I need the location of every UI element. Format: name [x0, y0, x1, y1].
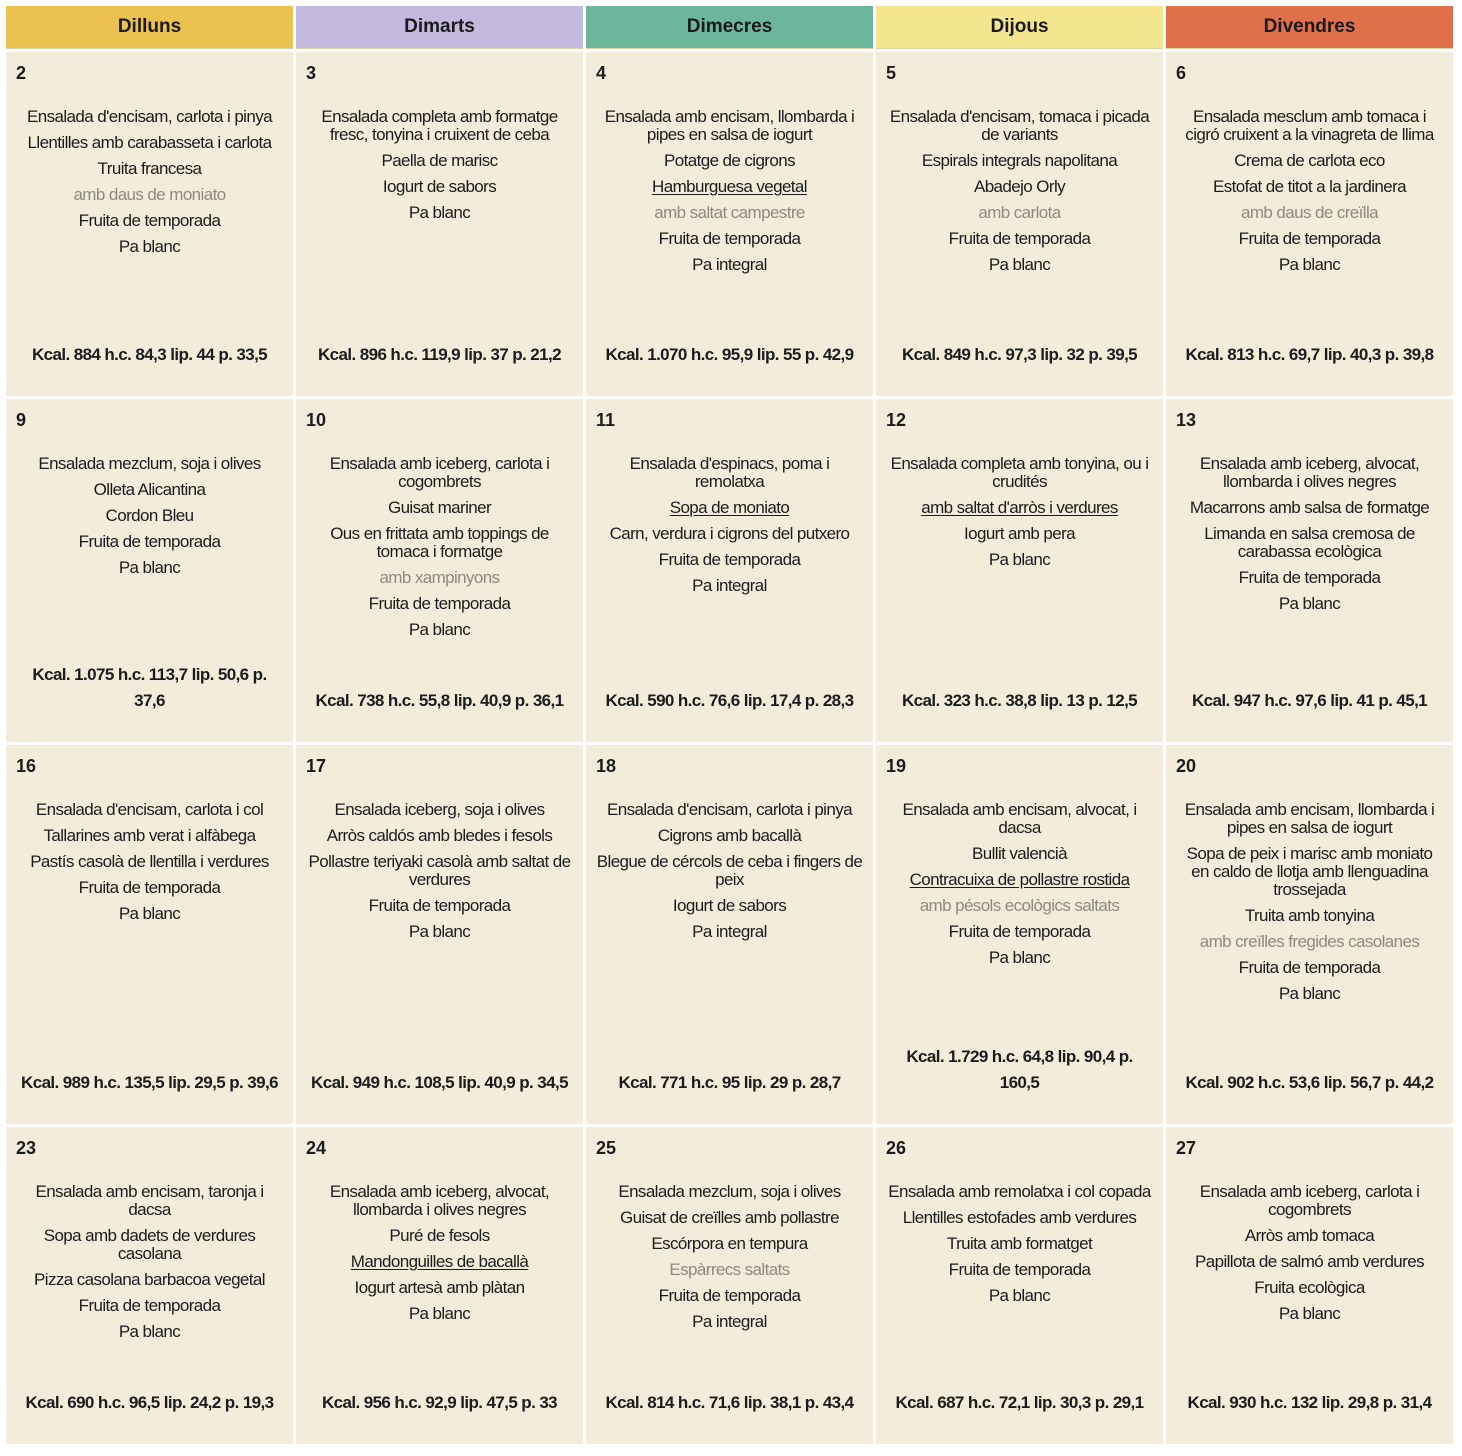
day-header-dimarts: Dimarts — [296, 6, 583, 49]
nutrition-summary: Kcal. 690 h.c. 96,5 lip. 24,2 p. 19,3 — [25, 1393, 274, 1412]
menu-dish: Cordon Bleu — [105, 506, 194, 525]
menu-dish: Ensalada amb iceberg, carlota i cogombrets — [1199, 1182, 1420, 1219]
menu-dish: amb saltat d'arròs i verdures — [921, 498, 1118, 517]
day-number: 24 — [306, 1138, 327, 1158]
menu-dish: Fruita de temporada — [1238, 958, 1381, 977]
menu-side-dish: amb daus de moniato — [73, 185, 226, 204]
menu-items — [1176, 108, 1443, 274]
menu-dish: Sopa amb dadets de verdures casolana — [43, 1226, 256, 1263]
menu-dish: Guisat mariner — [387, 498, 492, 517]
menu-dish: Fruita de temporada — [948, 1260, 1091, 1279]
day-number: 5 — [886, 63, 897, 83]
menu-dish: Pollastre teriyaki casolà amb saltat de verdures — [308, 852, 571, 889]
menu-dish: Pa integral — [692, 576, 767, 595]
menu-dish: Iogurt de sabors — [382, 177, 497, 196]
menu-dish: Fruita de temporada — [948, 922, 1091, 941]
menu-dish: Truita amb tonyina — [1244, 906, 1375, 925]
day-number: 18 — [596, 756, 617, 776]
menu-dish: Ensalada d'encisam, carlota i pinya — [27, 107, 272, 126]
menu-dish: Pa blanc — [1278, 594, 1341, 613]
day-number: 4 — [596, 63, 607, 83]
day-number: 23 — [16, 1138, 37, 1158]
menu-dish: Pizza casolana barbacoa vegetal — [34, 1270, 265, 1289]
menu-dish: Pa blanc — [118, 904, 181, 923]
menu-dish: Fruita de temporada — [78, 1296, 221, 1315]
menu-items — [16, 455, 283, 577]
day-number: 20 — [1176, 756, 1197, 776]
menu-items — [1176, 801, 1443, 1003]
menu-dish: Pa blanc — [1278, 984, 1341, 1003]
menu-dish: Fruita de temporada — [78, 211, 221, 230]
nutrition-summary: Kcal. 1.070 h.c. 95,9 lip. 55 p. 42,9 — [605, 345, 854, 364]
day-cell — [876, 1127, 1163, 1444]
day-header-divendres: Divendres — [1166, 6, 1453, 49]
nutrition-summary: Kcal. 884 h.c. 84,3 lip. 44 p. 33,5 — [31, 345, 268, 364]
day-cell — [876, 745, 1163, 1124]
day-cell — [1166, 399, 1453, 742]
menu-items — [16, 108, 283, 256]
day-number: 13 — [1176, 410, 1197, 430]
menu-dish: Fruita de temporada — [78, 878, 221, 897]
day-cell — [6, 1127, 293, 1444]
menu-dish: Tallarines amb verat i alfàbega — [43, 826, 256, 845]
menu-dish: Bullit valencià — [972, 844, 1067, 863]
menu-dish: Ensalada completa amb tonyina, ou i crudités — [890, 454, 1149, 491]
nutrition-summary: Kcal. 989 h.c. 135,5 lip. 29,5 p. 39,6 — [21, 1073, 278, 1092]
menu-dish: Cigrons amb bacallà — [657, 826, 802, 845]
day-cell — [6, 745, 293, 1124]
menu-side-dish: amb saltat campestre — [654, 203, 805, 222]
day-number: 25 — [596, 1138, 617, 1158]
menu-dish: Llentilles estofades amb verdures — [902, 1208, 1137, 1227]
menu-dish: Ensalada d'encisam, tomaca i picada de variants — [889, 107, 1150, 144]
day-cell — [296, 1127, 583, 1444]
menu-dish: Ensalada iceberg, soja i olives — [334, 800, 545, 819]
menu-dish: Potatge de cigrons — [664, 151, 795, 170]
menu-dish: Fruita de temporada — [1238, 568, 1381, 587]
nutrition-summary: Kcal. 814 h.c. 71,6 lip. 38,1 p. 43,4 — [605, 1393, 854, 1412]
menu-dish: Guisat de creïlles amb pollastre — [620, 1208, 839, 1227]
day-cell — [1166, 52, 1453, 396]
menu-items — [596, 1183, 863, 1331]
menu-dish: Pa blanc — [408, 1304, 471, 1323]
menu-dish: Arròs amb tomaca — [1244, 1226, 1375, 1245]
nutrition-summary: Kcal. 687 h.c. 72,1 lip. 30,3 p. 29,1 — [895, 1393, 1144, 1412]
menu-dish: Pa blanc — [118, 1322, 181, 1341]
menu-dish: Ous en frittata amb toppings de tomaca i formatge — [330, 524, 549, 561]
menu-side-dish: amb carlota — [978, 203, 1061, 222]
menu-items — [1176, 455, 1443, 613]
menu-items — [886, 455, 1153, 569]
day-header-dilluns: Dilluns — [6, 6, 293, 49]
menu-dish: Pa blanc — [988, 550, 1051, 569]
menu-items — [596, 455, 863, 595]
menu-dish: Ensalada completa amb formatge fresc, tonyina i cruixent de ceba — [321, 107, 558, 144]
menu-dish: Ensalada d'espinacs, poma i remolatxa — [629, 454, 830, 491]
nutrition-summary: Kcal. 738 h.c. 55,8 lip. 40,9 p. 36,1 — [315, 691, 564, 710]
menu-dish: Arròs caldós amb bledes i fesols — [326, 826, 553, 845]
day-cell — [586, 399, 873, 742]
menu-dish: Hamburguesa vegetal — [652, 177, 807, 196]
menu-dish: Macarrons amb salsa de formatge — [1189, 498, 1430, 517]
menu-calendar-grid — [6, 6, 1454, 1444]
menu-dish: Escórpora en tempura — [651, 1234, 808, 1253]
menu-dish: Fruita de temporada — [658, 550, 801, 569]
menu-items — [306, 108, 573, 222]
menu-dish: Pa blanc — [408, 203, 471, 222]
nutrition-summary: Kcal. 849 h.c. 97,3 lip. 32 p. 39,5 — [901, 345, 1138, 364]
day-cell — [876, 52, 1163, 396]
day-number: 3 — [306, 63, 317, 83]
menu-side-dish: amb xampinyons — [379, 568, 500, 587]
nutrition-summary: Kcal. 1.729 h.c. 64,8 lip. 90,4 p. 160,5 — [906, 1047, 1133, 1092]
menu-dish: Ensalada amb iceberg, carlota i cogombrets — [329, 454, 550, 491]
menu-dish: Ensalada amb iceberg, alvocat, llombarda i olives negres — [1199, 454, 1420, 491]
menu-items — [16, 1183, 283, 1341]
day-cell — [586, 1127, 873, 1444]
menu-dish: Blegue de cércols de ceba i fingers de peix — [596, 852, 863, 889]
menu-dish: Llentilles amb carabasseta i carlota — [27, 133, 272, 152]
menu-items — [306, 1183, 573, 1323]
day-number: 17 — [306, 756, 327, 776]
menu-dish: Pa blanc — [118, 558, 181, 577]
menu-dish: Pa blanc — [408, 620, 471, 639]
nutrition-summary: Kcal. 896 h.c. 119,9 lip. 37 p. 21,2 — [317, 345, 561, 364]
menu-dish: Paella de marisc — [381, 151, 498, 170]
menu-dish: Fruita de temporada — [658, 229, 801, 248]
menu-dish: Papillota de salmó amb verdures — [1195, 1252, 1424, 1271]
menu-dish: Pa blanc — [408, 922, 471, 941]
day-number: 6 — [1176, 63, 1187, 83]
menu-dish: Ensalada amb encisam, llombarda i pipes en salsa de iogurt — [604, 107, 855, 144]
menu-dish: Pa blanc — [988, 255, 1051, 274]
menu-dish: Fruita de temporada — [78, 532, 221, 551]
day-cell — [296, 399, 583, 742]
menu-dish: Pa blanc — [988, 1286, 1051, 1305]
day-cell — [1166, 745, 1453, 1124]
nutrition-summary: Kcal. 771 h.c. 95 lip. 29 p. 28,7 — [618, 1073, 841, 1092]
menu-dish: Ensalada d'encisam, carlota i col — [35, 800, 264, 819]
day-cell — [586, 745, 873, 1124]
menu-items — [596, 801, 863, 941]
menu-items — [306, 801, 573, 941]
menu-dish: Ensalada mezclum, soja i olives — [38, 454, 261, 473]
menu-dish: Ensalada amb encisam, llombarda i pipes en salsa de iogurt — [1184, 800, 1435, 837]
day-number: 12 — [886, 410, 907, 430]
menu-dish: Pa integral — [692, 255, 767, 274]
menu-dish: Sopa de moniato — [669, 498, 790, 517]
menu-dish: Pa integral — [692, 922, 767, 941]
day-cell — [296, 52, 583, 396]
menu-items — [16, 801, 283, 923]
menu-dish: Puré de fesols — [389, 1226, 490, 1245]
day-number: 11 — [596, 410, 616, 430]
menu-dish: Limanda en salsa cremosa de carabassa ecològica — [1204, 524, 1415, 561]
menu-dish: Ensalada amb encisam, alvocat, i dacsa — [902, 800, 1137, 837]
day-header-dijous: Dijous — [876, 6, 1163, 49]
menu-dish: Fruita de temporada — [368, 896, 511, 915]
nutrition-summary: Kcal. 930 h.c. 132 lip. 29,8 p. 31,4 — [1187, 1393, 1432, 1412]
menu-items — [306, 455, 573, 639]
menu-dish: Sopa de peix i marisc amb moniato en caldo de llotja amb llenguadina trossejada — [1186, 844, 1433, 899]
menu-dish: Olleta Alicantina — [93, 480, 206, 499]
menu-dish: Fruita ecològica — [1254, 1278, 1365, 1297]
day-number: 26 — [886, 1138, 907, 1158]
menu-side-dish: Espàrrecs saltats — [669, 1260, 790, 1279]
menu-dish: Fruita de temporada — [948, 229, 1091, 248]
nutrition-summary: Kcal. 949 h.c. 108,5 lip. 40,9 p. 34,5 — [311, 1073, 568, 1092]
menu-dish: Pa integral — [692, 1312, 767, 1331]
day-number: 10 — [306, 410, 327, 430]
nutrition-summary: Kcal. 1.075 h.c. 113,7 lip. 50,6 p. 37,6 — [32, 665, 267, 710]
menu-dish: Estofat de titot a la jardinera — [1212, 177, 1407, 196]
menu-items — [1176, 1183, 1443, 1323]
menu-dish: Pastís casolà de llentilla i verdures — [30, 852, 269, 871]
menu-dish: Espirals integrals napolitana — [921, 151, 1118, 170]
day-cell — [6, 399, 293, 742]
menu-dish: Carn, verdura i cigrons del putxero — [609, 524, 850, 543]
menu-dish: Truita amb formatget — [946, 1234, 1093, 1253]
nutrition-summary: Kcal. 947 h.c. 97,6 lip. 41 p. 45,1 — [1191, 691, 1428, 710]
nutrition-summary: Kcal. 813 h.c. 69,7 lip. 40,3 p. 39,8 — [1185, 345, 1434, 364]
menu-dish: Fruita de temporada — [1238, 229, 1381, 248]
day-header-dimecres: Dimecres — [586, 6, 873, 49]
menu-items — [886, 801, 1153, 967]
menu-dish: Ensalada mesclum amb tomaca i cigró cruixent a la vinagreta de llima — [1185, 107, 1434, 144]
day-cell — [876, 399, 1163, 742]
menu-dish: Ensalada amb iceberg, alvocat, llombarda i olives negres — [329, 1182, 550, 1219]
menu-side-dish: amb creïlles fregides casolanes — [1199, 932, 1420, 951]
day-number: 27 — [1176, 1138, 1197, 1158]
menu-dish: Iogurt amb pera — [963, 524, 1075, 543]
nutrition-summary: Kcal. 323 h.c. 38,8 lip. 13 p. 12,5 — [901, 691, 1138, 710]
menu-dish: Pa blanc — [118, 237, 181, 256]
menu-items — [886, 1183, 1153, 1305]
menu-items — [886, 108, 1153, 274]
day-cell — [586, 52, 873, 396]
menu-items — [596, 108, 863, 274]
menu-dish: Iogurt artesà amb plàtan — [354, 1278, 525, 1297]
menu-dish: Ensalada d'encisam, carlota i pinya — [607, 800, 852, 819]
day-number: 9 — [16, 410, 27, 430]
menu-dish: Fruita de temporada — [368, 594, 511, 613]
nutrition-summary: Kcal. 902 h.c. 53,6 lip. 56,7 p. 44,2 — [1185, 1073, 1434, 1092]
day-cell — [296, 745, 583, 1124]
menu-dish: Crema de carlota eco — [1234, 151, 1385, 170]
menu-dish: Ensalada amb remolatxa i col copada — [888, 1182, 1151, 1201]
day-number: 19 — [886, 756, 907, 776]
menu-dish: Contracuixa de pollastre rostida — [909, 870, 1130, 889]
menu-dish: Mandonguilles de bacallà — [350, 1252, 529, 1271]
nutrition-summary: Kcal. 590 h.c. 76,6 lip. 17,4 p. 28,3 — [605, 691, 854, 710]
nutrition-summary: Kcal. 956 h.c. 92,9 lip. 47,5 p. 33 — [321, 1393, 558, 1412]
menu-dish: Ensalada amb encisam, taronja i dacsa — [35, 1182, 264, 1219]
menu-dish: Iogurt de sabors — [672, 896, 787, 915]
menu-dish: Pa blanc — [1278, 1304, 1341, 1323]
menu-dish: Abadejo Orly — [973, 177, 1066, 196]
menu-dish: Pa blanc — [1278, 255, 1341, 274]
day-cell — [1166, 1127, 1453, 1444]
day-number: 16 — [16, 756, 37, 776]
menu-dish: Fruita de temporada — [658, 1286, 801, 1305]
menu-side-dish: amb daus de creïlla — [1241, 203, 1378, 222]
menu-dish: Truita francesa — [97, 159, 202, 178]
menu-dish: Ensalada mezclum, soja i olives — [618, 1182, 841, 1201]
day-number: 2 — [16, 63, 27, 83]
menu-side-dish: amb pésols ecològics saltats — [919, 896, 1120, 915]
day-cell — [6, 52, 293, 396]
menu-dish: Pa blanc — [988, 948, 1051, 967]
